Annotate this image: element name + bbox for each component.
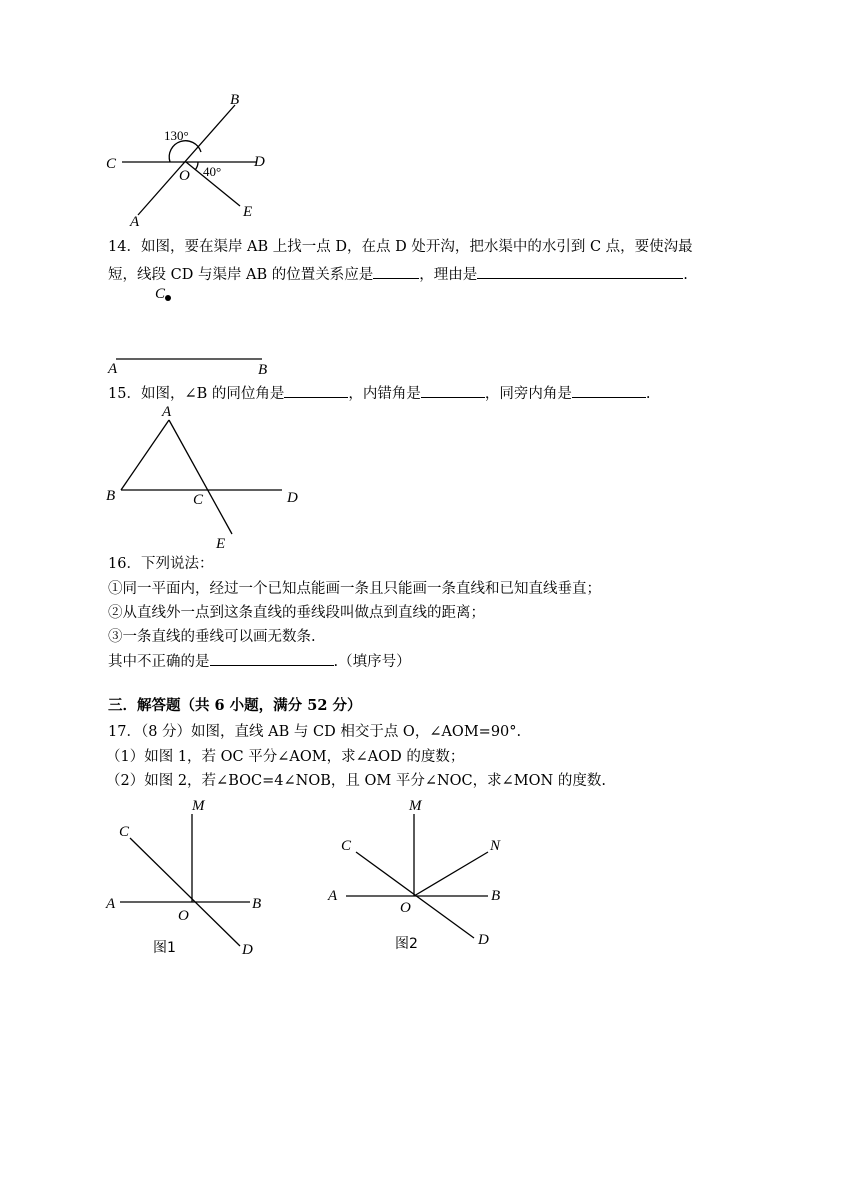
angle-130: 130° bbox=[164, 128, 189, 143]
caption-fig1: 图1 bbox=[153, 940, 176, 956]
section-3-heading: 三．解答题（共 6 小题，满分 52 分） bbox=[108, 697, 362, 714]
arc-130 bbox=[169, 141, 201, 162]
ray-on bbox=[414, 852, 488, 896]
line-ab bbox=[121, 420, 169, 490]
figure-q14 bbox=[100, 280, 280, 380]
label-d: D bbox=[254, 154, 265, 170]
q15-blank-cointerior[interactable] bbox=[572, 381, 646, 398]
label-a: A bbox=[162, 404, 172, 420]
label-b: B bbox=[230, 92, 240, 108]
label-d: D bbox=[478, 932, 489, 948]
label-a: A bbox=[106, 896, 116, 912]
label-c: C bbox=[155, 286, 166, 302]
label-d: D bbox=[242, 942, 253, 958]
figure-q13 bbox=[100, 88, 280, 228]
label-o: O bbox=[179, 168, 190, 184]
label-n: N bbox=[490, 838, 501, 854]
q15-blank-corresponding[interactable] bbox=[284, 381, 348, 398]
label-b: B bbox=[258, 362, 268, 378]
q17-line3: （2）如图 2，若∠BOC=4∠NOB，且 OM 平分∠NOC，求∠MON 的度数. bbox=[106, 773, 606, 789]
q17-line1: 17．（8 分）如图，直线 AB 与 CD 相交于点 O，∠AOM=90°. bbox=[108, 724, 522, 740]
q17-line2: （1）如图 1，若 OC 平分∠AOM，求∠AOD 的度数； bbox=[106, 749, 465, 765]
q16-item-2: ②从直线外一点到这条直线的垂线段叫做点到直线的距离； bbox=[108, 605, 485, 621]
line-ae bbox=[169, 420, 232, 534]
label-m: M bbox=[192, 798, 205, 814]
line-ab bbox=[138, 105, 235, 215]
label-m: M bbox=[409, 798, 422, 814]
q15-blank-alternate[interactable] bbox=[421, 381, 485, 398]
figure-17-2 bbox=[320, 792, 520, 962]
q14-line1: 14．如图，要在渠岸 AB 上找一点 D，在点 D 处开沟，把水渠中的水引到 C 点，要使沟最 bbox=[108, 239, 693, 255]
q14-blank-reason[interactable] bbox=[477, 262, 683, 279]
q15-question: 15．如图，∠B 的同位角是 ，内错角是 ，同旁内角是 . bbox=[108, 381, 650, 406]
label-d: D bbox=[287, 490, 298, 506]
q16-title: 16．下列说法： bbox=[108, 556, 214, 572]
label-a: A bbox=[328, 888, 338, 904]
figure-17-1 bbox=[100, 792, 280, 962]
arc-40 bbox=[195, 162, 198, 170]
label-e: E bbox=[216, 536, 226, 552]
label-c: C bbox=[119, 824, 130, 840]
label-a: A bbox=[108, 361, 118, 377]
label-o: O bbox=[178, 908, 189, 924]
q14-line2: 短，线段 CD 与渠岸 AB 的位置关系应是 ，理由是 . bbox=[108, 262, 688, 287]
line-cd bbox=[130, 838, 240, 946]
q16-item-1: ①同一平面内，经过一个已知点能画一条且只能画一条直线和已知直线垂直； bbox=[108, 581, 601, 597]
label-b: B bbox=[252, 896, 262, 912]
label-e: E bbox=[243, 204, 253, 220]
label-c: C bbox=[341, 838, 352, 854]
label-c: C bbox=[106, 156, 117, 172]
label-c: C bbox=[193, 492, 204, 508]
q14-blank-relation[interactable] bbox=[373, 262, 419, 279]
figure-q15 bbox=[100, 400, 310, 552]
point-c bbox=[165, 295, 171, 301]
label-o: O bbox=[400, 900, 411, 916]
label-a: A bbox=[130, 214, 140, 230]
caption-fig2: 图2 bbox=[395, 936, 418, 952]
q16-blank-answer[interactable] bbox=[210, 649, 334, 666]
q16-ask: 其中不正确的是 .（填序号） bbox=[108, 649, 411, 674]
label-b: B bbox=[106, 488, 116, 504]
q16-item-3: ③一条直线的垂线可以画无数条. bbox=[108, 629, 316, 645]
angle-40: 40° bbox=[203, 164, 222, 179]
label-b: B bbox=[491, 888, 501, 904]
